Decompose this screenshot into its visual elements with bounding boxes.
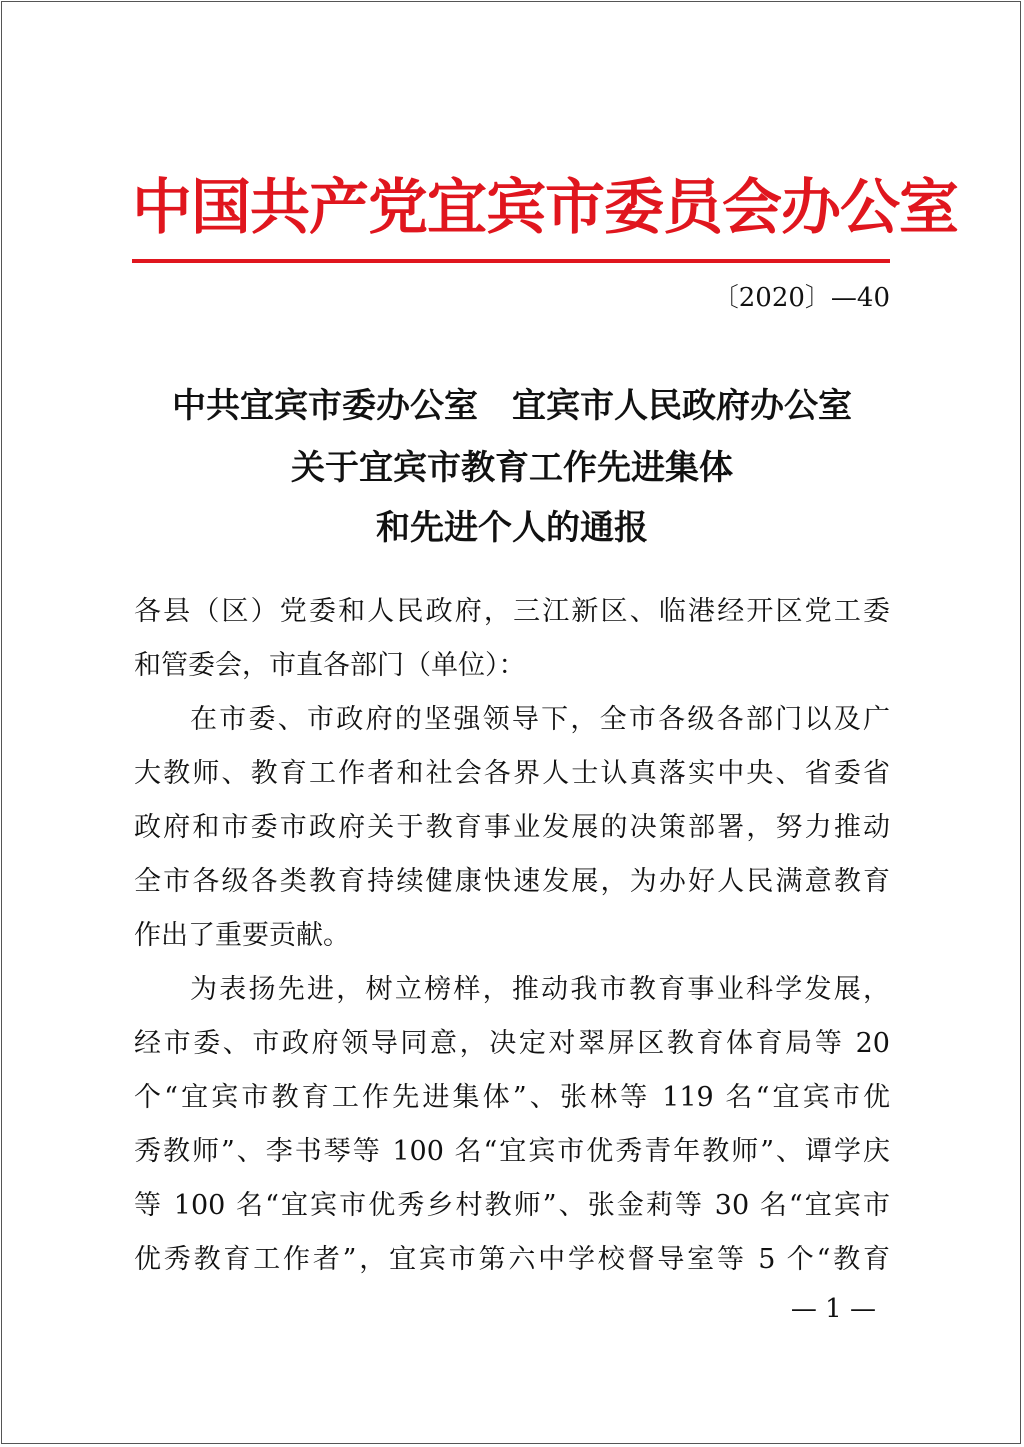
paragraph-1-line-1: 在市委、市政府的坚强领导下，全市各级各部门以及广	[190, 704, 890, 735]
paragraph-2-line-4: 秀教师”、李书琴等 100 名“宜宾市优秀青年教师”、谭学庆	[134, 1136, 890, 1167]
paragraph-1-line-2: 大教师、教育工作者和社会各界人士认真落实中央、省委省	[134, 758, 890, 789]
recipients-line-1: 各县（区）党委和人民政府，三江新区、临港经开区党工委	[134, 596, 890, 627]
document-title-line-3: 和先进个人的通报	[376, 508, 648, 548]
document-title-line-1: 中共宜宾市委办公室 宜宾市人民政府办公室	[172, 386, 852, 426]
page-number: — 1 —	[790, 1294, 876, 1324]
masthead-org-name: 中国共产党宜宾市委员会办公室	[132, 173, 958, 243]
masthead-red-rule	[132, 259, 890, 263]
paragraph-2-line-1: 为表扬先进，树立榜样，推动我市教育事业科学发展，	[190, 974, 890, 1005]
paragraph-2-line-2: 经市委、市政府领导同意，决定对翠屏区教育体育局等 20	[134, 1028, 890, 1059]
recipients-line-2: 和管委会，市直各部门（单位）：	[134, 650, 526, 681]
paragraph-2-line-5: 等 100 名“宜宾市优秀乡村教师”、张金莉等 30 名“宜宾市	[134, 1190, 890, 1221]
paragraph-1-line-4: 全市各级各类教育持续健康快速发展，为办好人民满意教育	[134, 866, 890, 897]
paragraph-1-line-3: 政府和市委市政府关于教育事业发展的决策部署，努力推动	[134, 812, 890, 843]
document-number: 〔2020〕—40	[712, 283, 890, 313]
paragraph-1-line-5: 作出了重要贡献。	[134, 920, 350, 951]
paragraph-2-line-6: 优秀教育工作者”，宜宾市第六中学校督导室等 5 个“教育	[134, 1244, 890, 1275]
paragraph-2-line-3: 个“宜宾市教育工作先进集体”、张林等 119 名“宜宾市优	[134, 1082, 890, 1113]
document-title-line-2: 关于宜宾市教育工作先进集体	[291, 448, 733, 488]
